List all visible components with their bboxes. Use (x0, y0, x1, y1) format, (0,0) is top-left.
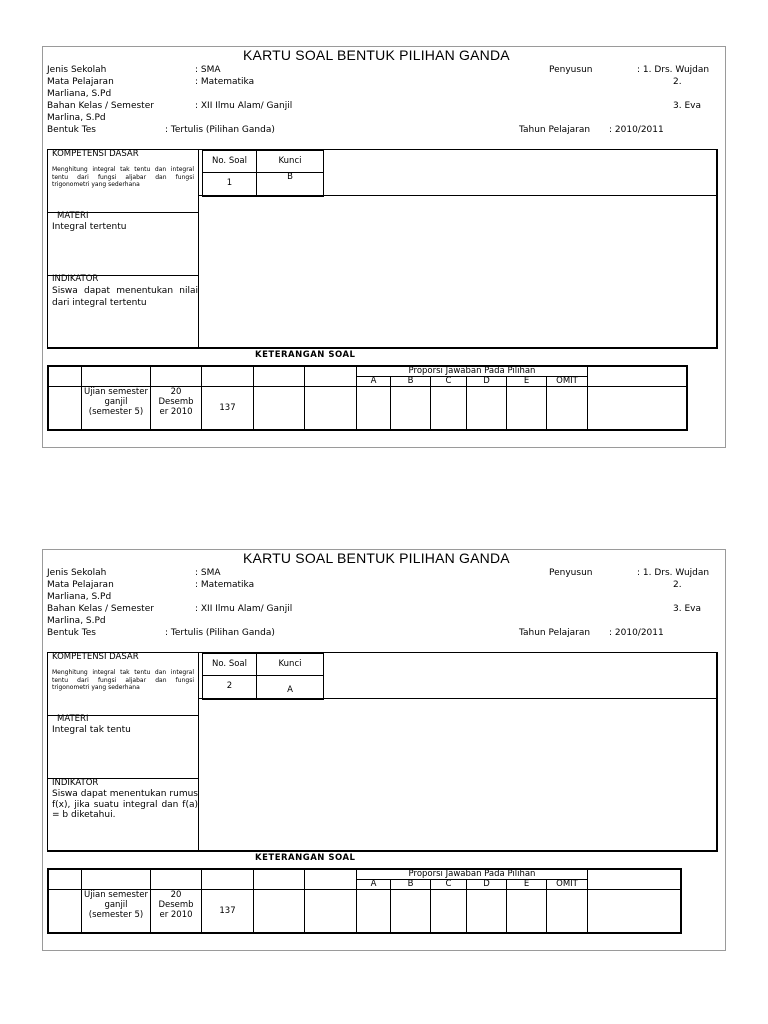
tahun-value: : 2010/2011 (609, 628, 664, 638)
tahun-value: : 2010/2011 (609, 125, 664, 135)
materi-label: MATERI (57, 714, 89, 724)
bentuk-tes-label: Bentuk Tes (47, 628, 96, 638)
penyusun-1: : 1. Drs. Wujdan (637, 568, 710, 578)
kompetensi-text: Menghitung integral tak tentu dan integral tentu dari fungsi aljabar dan fungsi trigonometri yang sederhana (52, 166, 194, 188)
mata-pelajaran-label: Mata Pelajaran (47, 580, 114, 590)
ket-col (201, 869, 202, 933)
jumlah-cell: 137 (219, 906, 236, 916)
penyusun-3-name: Marlina, S.Pd (47, 616, 106, 626)
card-title: KARTU SOAL BENTUK PILIHAN GANDA (243, 47, 510, 63)
keterangan-title: KETERANGAN SOAL (255, 853, 356, 863)
penyusun-label: Penyusun (549, 65, 593, 75)
materi-text: Integral tak tentu (52, 725, 131, 735)
no-soal-value: 1 (226, 178, 233, 188)
option-e: E (523, 879, 530, 889)
proporsi-label: Proporsi Jawaban Pada Pilihan (408, 366, 536, 376)
penyusun-3-name: Marlina, S.Pd (47, 113, 106, 123)
option-a: A (370, 376, 377, 386)
no-soal-label: No. Soal (212, 659, 247, 669)
option-omit: OMIT (556, 879, 578, 889)
question-card-1 (42, 46, 726, 448)
keterangan-title: KETERANGAN SOAL (255, 350, 356, 360)
materi-label: MATERI (57, 211, 89, 221)
option-e: E (523, 376, 530, 386)
mata-pelajaran-value: : Matematika (195, 580, 255, 590)
materi-text: Integral tertentu (52, 222, 127, 232)
opt-col (587, 366, 588, 430)
option-d: D (483, 879, 490, 889)
kunci-label: Kunci (278, 659, 302, 669)
ujian-cell: Ujian semester ganjil (semester 5) (84, 387, 148, 417)
bahan-kelas-label: Bahan Kelas / Semester (47, 101, 154, 111)
option-omit: OMIT (556, 376, 578, 386)
penyusun-2-name: Marliana, S.Pd (47, 592, 112, 602)
jenis-sekolah-label: Jenis Sekolah (47, 568, 107, 578)
penyusun-3-num: 3. Eva (673, 101, 701, 111)
frame-divider (198, 652, 199, 852)
mata-pelajaran-label: Mata Pelajaran (47, 77, 114, 87)
jenis-sekolah-value: : SMA (195, 65, 221, 75)
no-soal-label: No. Soal (212, 156, 247, 166)
proporsi-label: Proporsi Jawaban Pada Pilihan (408, 869, 536, 879)
card-title: KARTU SOAL BENTUK PILIHAN GANDA (243, 550, 510, 566)
kunci-value: A (287, 685, 293, 695)
ket-col (150, 869, 151, 933)
tanggal-cell: 20 Desemb er 2010 (158, 890, 194, 920)
mata-pelajaran-value: : Matematika (195, 77, 255, 87)
option-b: B (407, 376, 414, 386)
ket-col (304, 366, 305, 430)
ket-col (253, 869, 254, 933)
bentuk-tes-label: Bentuk Tes (47, 125, 96, 135)
kompetensi-label: KOMPETENSI DASAR (52, 652, 139, 662)
ket-col (201, 366, 202, 430)
opt-col (587, 869, 588, 933)
bentuk-tes-value: : Tertulis (Pilihan Ganda) (165, 125, 275, 135)
soal-kunci-rule (202, 675, 324, 676)
penyusun-3-num: 3. Eva (673, 604, 701, 614)
penyusun-2-num: 2. (673, 77, 682, 87)
jumlah-cell: 137 (219, 403, 236, 413)
option-c: C (445, 376, 452, 386)
tanggal-cell: 20 Desemb er 2010 (158, 387, 194, 417)
frame-divider (198, 149, 199, 349)
penyusun-label: Penyusun (549, 568, 593, 578)
ket-col (150, 366, 151, 430)
tahun-label: Tahun Pelajaran (519, 628, 591, 638)
ujian-cell: Ujian semester ganjil (semester 5) (84, 890, 148, 920)
option-d: D (483, 376, 490, 386)
ket-col (253, 366, 254, 430)
indikator-label: INDIKATOR (52, 274, 99, 284)
bahan-kelas-value: : XII Ilmu Alam/ Ganjil (195, 101, 293, 111)
penyusun-2-num: 2. (673, 580, 682, 590)
bahan-kelas-value: : XII Ilmu Alam/ Ganjil (195, 604, 293, 614)
kunci-value: B (287, 172, 293, 182)
no-soal-value: 2 (226, 681, 233, 691)
indikator-text: Siswa dapat menentukan rumus f(x), jika suatu integral dan f(a) = b diketahui. (52, 789, 198, 820)
question-card-2 (42, 549, 726, 951)
tahun-label: Tahun Pelajaran (519, 125, 591, 135)
kunci-label: Kunci (278, 156, 302, 166)
option-c: C (445, 879, 452, 889)
option-a: A (370, 879, 377, 889)
jenis-sekolah-value: : SMA (195, 568, 221, 578)
penyusun-1: : 1. Drs. Wujdan (637, 65, 710, 75)
kompetensi-label: KOMPETENSI DASAR (52, 149, 139, 159)
kompetensi-text: Menghitung integral tak tentu dan integral tentu dari fungsi aljabar dan fungsi trigonometri yang sederhana (52, 669, 194, 691)
indikator-text: Siswa dapat menentukan nilai dari integral tertentu (52, 286, 198, 308)
jenis-sekolah-label: Jenis Sekolah (47, 65, 107, 75)
bahan-kelas-label: Bahan Kelas / Semester (47, 604, 154, 614)
penyusun-2-name: Marliana, S.Pd (47, 89, 112, 99)
indikator-label: INDIKATOR (52, 778, 99, 788)
option-b: B (407, 879, 414, 889)
ket-col (304, 869, 305, 933)
bentuk-tes-value: : Tertulis (Pilihan Ganda) (165, 628, 275, 638)
